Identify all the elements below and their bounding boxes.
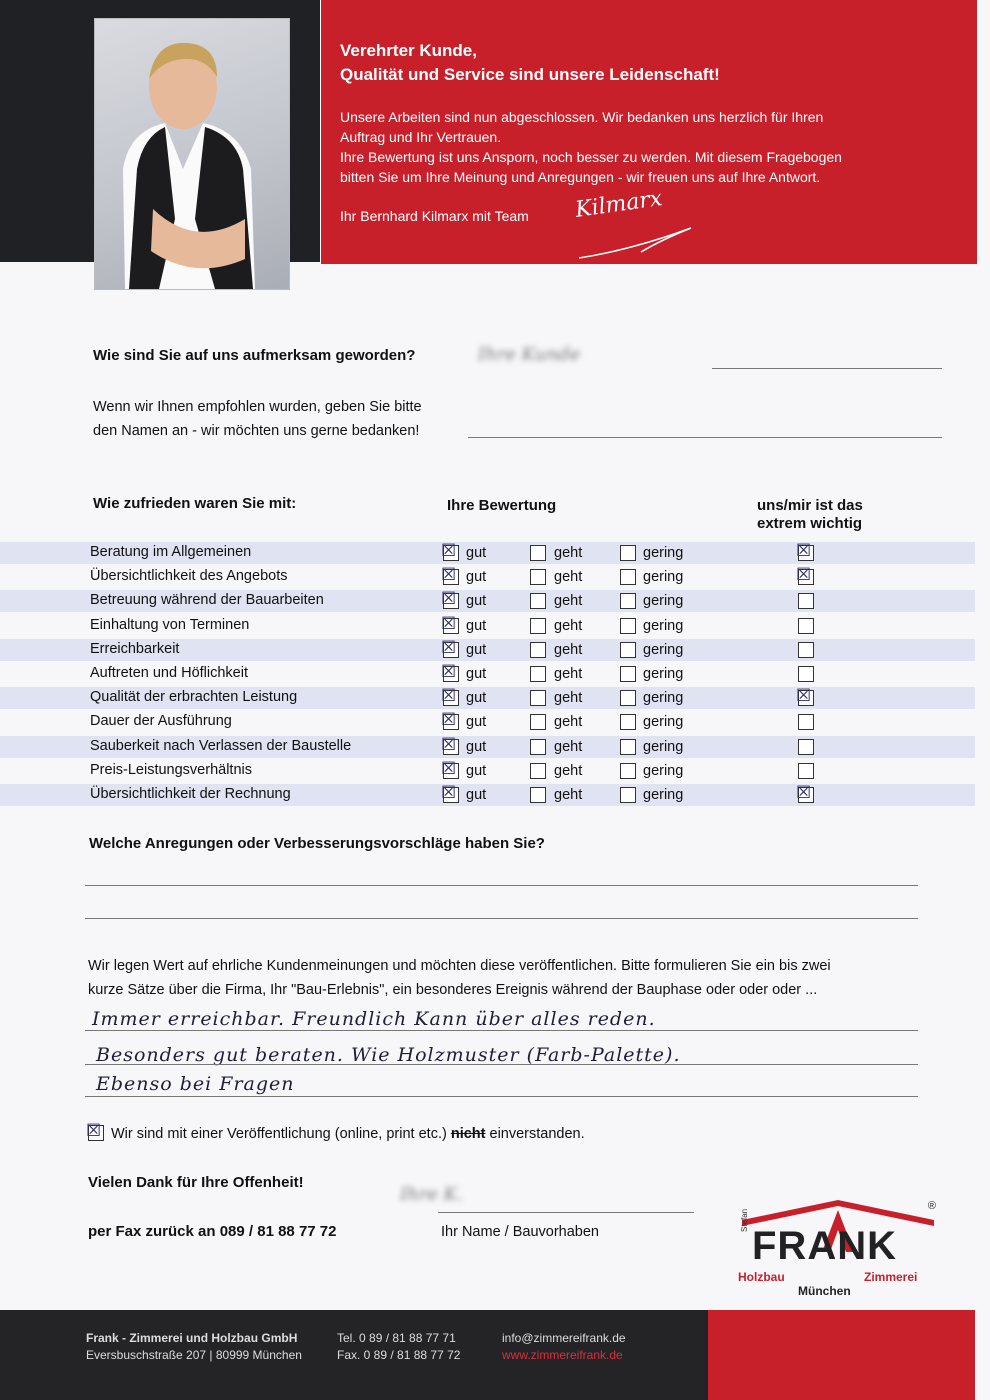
checkmark-icon: ☒: [441, 541, 457, 561]
rating-option-label: gering: [643, 762, 684, 779]
rating-option-label: geht: [554, 617, 583, 634]
recommend-label-line2: den Namen an - wir möchten uns gerne bedanken!: [93, 423, 420, 439]
rating-row-label: Preis-Leistungsverhältnis: [90, 761, 252, 778]
logo-zimmerei: Zimmerei: [864, 1270, 918, 1284]
suggestion-line[interactable]: [85, 885, 918, 886]
recommend-label-line1: Wenn wir Ihnen empfohlen wurden, geben Sie bitte: [93, 399, 422, 415]
rating-checkbox-geht[interactable]: [530, 666, 546, 682]
rating-checkbox-gering[interactable]: [620, 787, 636, 803]
checkmark-icon: ☒: [86, 1121, 102, 1141]
rating-option-label: geht: [554, 641, 583, 658]
header-paragraph-line: Unsere Arbeiten sind nun abgeschlossen. Wir bedanken uns herzlich für Ihren: [340, 109, 824, 125]
testimonial-intro-line1: Wir legen Wert auf ehrliche Kundenmeinungen und möchten diese veröffentlichen. Bitte formulieren Sie ein bis zwei: [88, 958, 831, 974]
consent-text-before: Wir sind mit einer Veröffentlichung (online, print etc.): [111, 1126, 447, 1142]
rating-row: [0, 663, 975, 685]
rating-checkbox-gering[interactable]: [620, 569, 636, 585]
rating-row: [0, 590, 975, 612]
logo-city: München: [798, 1284, 851, 1298]
rating-row: [0, 784, 975, 806]
rating-row: [0, 615, 975, 637]
rating-checkbox-geht[interactable]: [530, 714, 546, 730]
rating-option-label: gut: [466, 641, 487, 658]
rating-row: [0, 639, 975, 661]
important-checkbox[interactable]: [798, 642, 814, 658]
rating-checkbox-gut[interactable]: [441, 686, 459, 707]
rating-checkbox-gut[interactable]: [441, 541, 459, 561]
name-label: Ihr Name / Bauvorhaben: [441, 1224, 599, 1240]
testimonial-line[interactable]: [85, 1030, 918, 1031]
rating-option-label: gut: [466, 545, 487, 561]
handwritten-line: Besonders gut beraten. Wie Holzmuster (Farb-Palette).: [96, 1044, 681, 1066]
rating-row-label: Auftreten und Höflichkeit: [90, 665, 248, 681]
testimonial-line[interactable]: [85, 1096, 918, 1097]
rating-option-label: gering: [643, 641, 684, 658]
rating-checkbox-gut[interactable]: [441, 662, 459, 682]
rating-option-label: geht: [554, 593, 583, 610]
consent-text-after: einverstanden.: [489, 1126, 585, 1142]
rating-checkbox-gering[interactable]: [620, 618, 636, 634]
rating-row-label: Übersichtlichkeit des Angebots: [90, 568, 288, 585]
rating-checkbox-geht[interactable]: [530, 593, 546, 609]
rating-checkbox-geht[interactable]: [530, 545, 546, 561]
frank-logo: [738, 1196, 938, 1300]
checkmark-icon: ☒: [441, 637, 457, 658]
important-checkbox[interactable]: [798, 763, 814, 779]
footer-web[interactable]: www.zimmereifrank.de: [502, 1348, 623, 1362]
rating-row-label: Erreichbarkeit: [90, 640, 180, 657]
rating-row: [0, 711, 975, 733]
rating-row: [0, 736, 975, 758]
checkmark-icon: ☒: [796, 565, 812, 586]
rating-checkbox-gut[interactable]: [441, 783, 459, 803]
rating-checkbox-gering[interactable]: [620, 593, 636, 609]
recommend-name-line[interactable]: [468, 437, 942, 438]
important-checkbox[interactable]: [798, 593, 814, 609]
rating-checkbox-gut[interactable]: [441, 637, 459, 658]
name-line[interactable]: [438, 1212, 694, 1213]
important-column-header-line2: extrem wichtig: [757, 515, 863, 532]
rating-option-label: gering: [643, 666, 684, 682]
rating-option-label: gering: [643, 569, 684, 586]
checkmark-icon: ☒: [441, 758, 457, 779]
important-checkbox[interactable]: [798, 714, 814, 730]
rating-option-label: gering: [643, 617, 684, 634]
rating-row-label: Betreuung während der Bauarbeiten: [90, 592, 324, 609]
rating-checkbox-geht[interactable]: [530, 618, 546, 634]
checkmark-icon: ☒: [441, 613, 457, 634]
header-sign-text: Ihr Bernhard Kilmarx mit Team: [340, 208, 529, 224]
testimonial-intro-line2: kurze Sätze über die Firma, Ihr "Bau-Erlebnis", ein besonderes Ereignis während der Bauphase oder oder oder ...: [88, 982, 818, 998]
rating-option-label: geht: [554, 666, 583, 682]
footer-address: Eversbuschstraße 207 | 80999 München: [86, 1348, 302, 1362]
checkmark-icon: ☒: [441, 783, 457, 803]
checkmark-icon: ☒: [441, 734, 457, 755]
rating-option-label: gut: [466, 738, 487, 755]
header-message-panel: [321, 0, 977, 264]
rating-option-label: geht: [554, 714, 583, 731]
rating-checkbox-geht[interactable]: [530, 569, 546, 585]
logo-holzbau: Holzbau: [738, 1270, 785, 1284]
header-paragraph-line: Auftrag und Ihr Vertrauen.: [340, 129, 502, 145]
rating-checkbox-gut[interactable]: [441, 589, 459, 610]
found-us-line[interactable]: [712, 368, 942, 369]
header-title-line1: Verehrter Kunde,: [340, 41, 477, 60]
consent-text: [111, 1126, 585, 1142]
header-paragraph-line: Ihre Bewertung ist uns Ansporn, noch besser zu werden. Mit diesem Fragebogen: [340, 149, 842, 165]
rating-checkbox-gut[interactable]: [441, 710, 459, 731]
logo-brand: FRANK: [752, 1224, 897, 1268]
rating-option-label: gut: [466, 593, 487, 610]
rating-checkbox-geht[interactable]: [530, 642, 546, 658]
rating-checkbox-gering[interactable]: [620, 714, 636, 730]
rating-row: [0, 687, 975, 709]
important-checkbox[interactable]: [798, 618, 814, 634]
portrait-photo: [94, 18, 290, 290]
rating-row: [0, 542, 975, 564]
rating-row: [0, 566, 975, 588]
footer-email[interactable]: info@zimmereifrank.de: [502, 1331, 626, 1345]
thanks-text: Vielen Dank für Ihre Offenheit!: [88, 1174, 304, 1191]
rating-option-label: gering: [643, 738, 684, 755]
rating-checkbox-gut[interactable]: [441, 758, 459, 779]
rating-checkbox-gering[interactable]: [620, 642, 636, 658]
rating-option-label: gut: [466, 690, 487, 707]
fax-text: per Fax zurück an 089 / 81 88 77 72: [88, 1223, 337, 1240]
important-column-header-line1: uns/mir ist das: [757, 497, 863, 514]
rating-checkbox-gut[interactable]: [441, 565, 459, 586]
important-checkbox[interactable]: [796, 541, 814, 561]
rating-option-label: gut: [466, 714, 487, 731]
rating-option-label: geht: [554, 690, 583, 707]
rating-checkbox-geht[interactable]: [530, 763, 546, 779]
checkmark-icon: ☒: [441, 589, 457, 610]
header-title-line2: Qualität und Service sind unsere Leidenschaft!: [340, 65, 720, 84]
rating-option-label: gering: [643, 714, 684, 731]
footer-red-block: [708, 1310, 975, 1400]
rating-row-label: Beratung im Allgemeinen: [90, 544, 252, 560]
footer-tel: Tel. 0 89 / 81 88 77 71: [337, 1331, 456, 1345]
rating-checkbox-gut[interactable]: [441, 613, 459, 634]
rating-option-label: gering: [643, 690, 684, 707]
rating-checkbox-geht[interactable]: [530, 787, 546, 803]
important-checkbox[interactable]: [798, 739, 814, 755]
rating-option-label: geht: [554, 545, 583, 561]
rating-checkbox-gering[interactable]: [620, 763, 636, 779]
rating-option-label: gut: [466, 666, 487, 682]
footer-fax: Fax. 0 89 / 81 88 77 72: [337, 1348, 461, 1362]
consent-checkbox[interactable]: [86, 1121, 104, 1141]
checkmark-icon: ☒: [441, 686, 457, 707]
rating-row-label: Sauberkeit nach Verlassen der Baustelle: [90, 737, 352, 754]
rating-checkbox-gering[interactable]: [620, 666, 636, 682]
footer: [0, 1310, 708, 1400]
rating-option-label: geht: [554, 787, 583, 803]
consent-struck-word: nicht: [450, 1126, 486, 1142]
rating-checkbox-geht[interactable]: [530, 690, 546, 706]
suggestions-heading: Welche Anregungen oder Verbesserungsvorschläge haben Sie?: [89, 835, 545, 852]
testimonial-line[interactable]: [85, 1064, 918, 1065]
important-checkbox[interactable]: [796, 686, 814, 707]
registered-mark: ®: [927, 1200, 936, 1212]
logo-stefan: Stefan: [740, 1208, 749, 1232]
rating-row-label: Qualität der erbrachten Leistung: [90, 689, 298, 706]
rating-checkbox-gering[interactable]: [620, 545, 636, 561]
rating-option-label: geht: [554, 569, 583, 586]
rating-checkbox-gering[interactable]: [620, 690, 636, 706]
rating-option-label: gut: [466, 787, 487, 803]
checkmark-icon: ☒: [441, 662, 457, 682]
checkmark-icon: ☒: [796, 541, 812, 561]
rating-option-label: geht: [554, 762, 583, 779]
rating-checkbox-gut[interactable]: [441, 734, 459, 755]
signature-flourish: [571, 210, 711, 262]
rating-option-label: gering: [643, 545, 684, 561]
rating-row-label: Einhaltung von Terminen: [90, 616, 250, 633]
name-value: Ihre K.: [400, 1184, 463, 1205]
important-checkbox[interactable]: [796, 565, 814, 586]
rating-row-label: Übersichtlichkeit der Rechnung: [90, 786, 291, 802]
important-checkbox[interactable]: [796, 783, 814, 803]
signature: Kilmarx: [573, 186, 664, 223]
rating-row-label: Dauer der Ausführung: [90, 713, 232, 730]
rating-heading: Wie zufrieden waren Sie mit:: [93, 495, 297, 512]
suggestion-line[interactable]: [85, 918, 918, 919]
checkmark-icon: ☒: [796, 783, 812, 803]
rating-checkbox-gering[interactable]: [620, 739, 636, 755]
important-checkbox[interactable]: [798, 666, 814, 682]
checkmark-icon: ☒: [441, 565, 457, 586]
question-found-us: Wie sind Sie auf uns aufmerksam geworden?: [93, 347, 416, 364]
handwritten-line: Ebenso bei Fragen: [96, 1073, 295, 1095]
checkmark-icon: ☒: [796, 686, 812, 707]
rating-column-header: Ihre Bewertung: [447, 497, 557, 514]
rating-checkbox-geht[interactable]: [530, 739, 546, 755]
rating-option-label: gut: [466, 617, 487, 634]
rating-row: [0, 760, 975, 782]
found-us-answer: Ihre Kunde: [478, 344, 581, 365]
rating-option-label: gering: [643, 593, 684, 610]
rating-option-label: geht: [554, 738, 583, 755]
footer-company: Frank - Zimmerei und Holzbau GmbH: [86, 1331, 298, 1345]
rating-option-label: gut: [466, 762, 487, 779]
checkmark-icon: ☒: [441, 710, 457, 731]
rating-option-label: gering: [643, 787, 684, 803]
header-paragraph-line: bitten Sie um Ihre Meinung und Anregungen - wir freuen uns auf Ihre Antwort.: [340, 169, 821, 185]
rating-option-label: gut: [466, 569, 487, 586]
handwritten-line: Immer erreichbar. Freundlich Kann über alles reden.: [92, 1008, 656, 1030]
